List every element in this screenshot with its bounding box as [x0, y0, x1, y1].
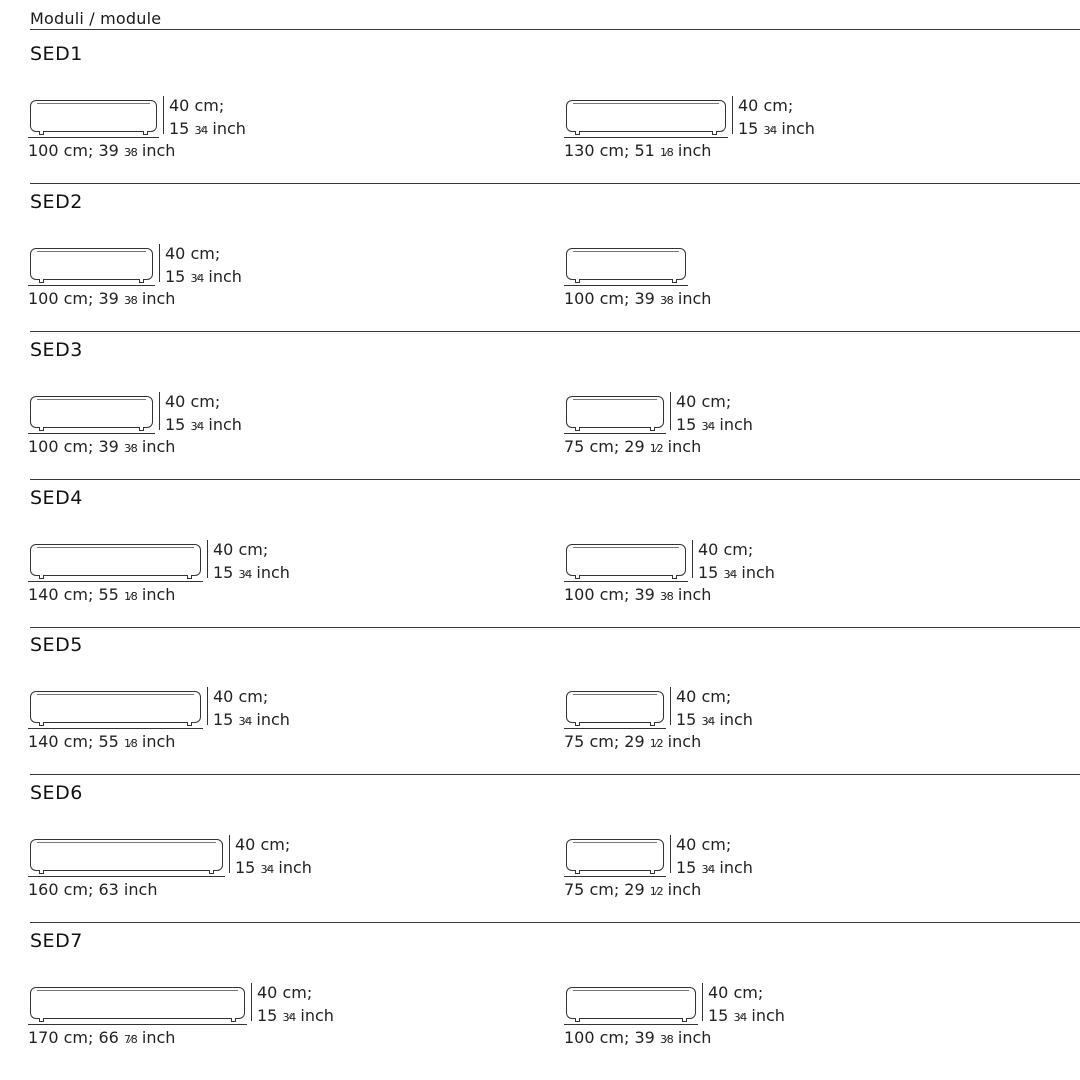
seat-outline [30, 248, 153, 280]
height-dimension-line [702, 983, 703, 1021]
width-unit: inch [136, 437, 176, 456]
width-unit: inch [672, 585, 712, 604]
seat-foot-right [209, 870, 214, 874]
height-unit: inch [295, 1006, 334, 1025]
seat-outline [30, 100, 157, 132]
width-dimension-line [564, 876, 666, 877]
seat-foot-right [143, 131, 148, 135]
width-dimension-line [564, 581, 688, 582]
width-fraction: 1⁄2 [649, 737, 663, 750]
height-dimension-line [159, 392, 160, 430]
height-unit: inch [714, 710, 753, 729]
module-section [0, 772, 1080, 920]
width-fraction: 1⁄2 [649, 885, 663, 898]
width-label [564, 1028, 711, 1047]
seat-foot-left [575, 1018, 580, 1022]
seat-outline [566, 987, 696, 1019]
height-inch [676, 708, 753, 733]
height-unit: inch [203, 415, 242, 434]
seat-foot-left [39, 1018, 44, 1022]
width-fraction: 3⁄8 [659, 590, 673, 603]
width-value: 130 cm; 51 [564, 141, 660, 160]
width-unit: inch [672, 1028, 712, 1047]
height-dimension-line [159, 244, 160, 282]
width-value: 100 cm; 39 [564, 1028, 660, 1047]
seat-outline [566, 839, 664, 871]
seat-foot-left [39, 575, 44, 579]
height-fraction: 3⁄4 [701, 863, 715, 876]
height-label [676, 390, 753, 438]
height-unit: inch [207, 119, 246, 138]
height-unit: inch [273, 858, 312, 877]
height-cm: 40 cm; [738, 96, 794, 115]
width-dimension-line [564, 137, 728, 138]
height-dimension-line [251, 983, 252, 1021]
height-label [676, 833, 753, 881]
height-dimension-line [670, 835, 671, 873]
width-fraction: 3⁄8 [123, 146, 137, 159]
seat-foot-left [39, 131, 44, 135]
height-label [738, 94, 815, 142]
width-dimension-line [28, 728, 203, 729]
seat-outline [30, 396, 153, 428]
seat-foot-left [575, 722, 580, 726]
module-section [0, 477, 1080, 625]
height-unit: inch [714, 415, 753, 434]
height-fraction: 3⁄4 [238, 568, 252, 581]
width-fraction: 3⁄8 [123, 442, 137, 455]
height-label [698, 538, 775, 586]
height-inch [235, 856, 312, 881]
height-dimension-line [670, 392, 671, 430]
width-dimension-line [564, 728, 666, 729]
height-fraction: 3⁄4 [282, 1011, 296, 1024]
width-unit: inch [662, 880, 702, 899]
seat-foot-right [650, 427, 655, 431]
width-fraction: 3⁄8 [123, 294, 137, 307]
width-unit: inch [136, 289, 176, 308]
height-unit: inch [714, 858, 753, 877]
width-fraction: 3⁄8 [659, 294, 673, 307]
seat-foot-right [139, 427, 144, 431]
width-value: 100 cm; 39 [28, 437, 124, 456]
height-inch-value: 15 [676, 858, 702, 877]
module-section [0, 181, 1080, 329]
width-value: 75 cm; 29 [564, 880, 650, 899]
height-cm: 40 cm; [676, 687, 732, 706]
width-fraction: 3⁄8 [659, 1033, 673, 1046]
width-label [28, 732, 175, 751]
seat-foot-left [575, 279, 580, 283]
width-label [28, 141, 175, 160]
height-dimension-line [207, 540, 208, 578]
width-label [28, 289, 175, 308]
height-inch [169, 117, 246, 142]
height-cm: 40 cm; [169, 96, 225, 115]
height-unit: inch [203, 267, 242, 286]
height-unit: inch [251, 710, 290, 729]
width-value: 100 cm; 39 [28, 141, 124, 160]
width-label [564, 880, 701, 899]
seat-foot-right [712, 131, 717, 135]
module-code: SED6 [30, 782, 83, 804]
height-dimension-line [163, 96, 164, 134]
height-inch [738, 117, 815, 142]
width-unit: inch [136, 732, 176, 751]
height-inch-value: 15 [257, 1006, 283, 1025]
height-inch-value: 15 [213, 563, 239, 582]
module-section [0, 624, 1080, 772]
width-label [564, 437, 701, 456]
seat-outline [30, 544, 201, 576]
seat-foot-left [39, 279, 44, 283]
height-dimension-line [732, 96, 733, 134]
height-cm: 40 cm; [676, 392, 732, 411]
width-value: 160 cm; 63 inch [28, 880, 158, 899]
height-inch [708, 1004, 785, 1029]
seat-foot-right [682, 1018, 687, 1022]
height-cm: 40 cm; [213, 540, 269, 559]
width-label [28, 437, 175, 456]
height-inch-value: 15 [676, 710, 702, 729]
seat-foot-right [672, 279, 677, 283]
width-label [564, 289, 711, 308]
height-dimension-line [692, 540, 693, 578]
height-fraction: 3⁄4 [763, 124, 777, 137]
height-fraction: 3⁄4 [194, 124, 208, 137]
width-unit: inch [662, 732, 702, 751]
module-section [0, 33, 1080, 181]
module-code: SED1 [30, 43, 83, 65]
page-header: Moduli / module [30, 9, 162, 28]
width-value: 140 cm; 55 [28, 585, 124, 604]
height-dimension-line [670, 687, 671, 725]
module-code: SED4 [30, 487, 83, 509]
height-inch [213, 708, 290, 733]
seat-foot-right [139, 279, 144, 283]
width-value: 75 cm; 29 [564, 437, 650, 456]
height-label [708, 981, 785, 1029]
height-fraction: 3⁄4 [190, 420, 204, 433]
height-inch-value: 15 [738, 119, 764, 138]
width-value: 100 cm; 39 [28, 289, 124, 308]
height-cm: 40 cm; [708, 983, 764, 1002]
height-label [165, 390, 242, 438]
height-inch-value: 15 [165, 267, 191, 286]
height-inch-value: 15 [235, 858, 261, 877]
seat-outline [566, 100, 726, 132]
height-fraction: 3⁄4 [701, 420, 715, 433]
seat-outline [566, 248, 686, 280]
seat-foot-left [39, 722, 44, 726]
module-section [0, 329, 1080, 477]
width-unit: inch [136, 585, 176, 604]
seat-foot-right [187, 722, 192, 726]
seat-outline [566, 396, 664, 428]
width-value: 75 cm; 29 [564, 732, 650, 751]
height-unit: inch [746, 1006, 785, 1025]
seat-foot-left [575, 575, 580, 579]
height-cm: 40 cm; [676, 835, 732, 854]
height-fraction: 3⁄4 [190, 272, 204, 285]
height-fraction: 3⁄4 [733, 1011, 747, 1024]
height-label [235, 833, 312, 881]
height-label [213, 685, 290, 733]
seat-foot-left [575, 870, 580, 874]
module-code: SED3 [30, 339, 83, 361]
height-cm: 40 cm; [165, 244, 221, 263]
height-label [165, 242, 242, 290]
height-unit: inch [736, 563, 775, 582]
seat-foot-left [575, 131, 580, 135]
width-dimension-line [564, 1024, 698, 1025]
height-inch [165, 413, 242, 438]
height-cm: 40 cm; [257, 983, 313, 1002]
module-code: SED5 [30, 634, 83, 656]
seat-foot-left [575, 427, 580, 431]
height-inch-value: 15 [169, 119, 195, 138]
height-inch [676, 856, 753, 881]
module-code: SED7 [30, 930, 83, 952]
width-label [28, 1028, 175, 1047]
width-label [564, 141, 711, 160]
height-inch [165, 265, 242, 290]
width-fraction: 1⁄8 [123, 737, 137, 750]
seat-foot-right [672, 575, 677, 579]
seat-outline [30, 691, 201, 723]
height-fraction: 3⁄4 [701, 715, 715, 728]
width-label [564, 732, 701, 751]
width-dimension-line [28, 137, 159, 138]
height-inch [698, 561, 775, 586]
width-value: 100 cm; 39 [564, 585, 660, 604]
width-dimension-line [28, 433, 155, 434]
width-fraction: 7⁄8 [123, 1033, 137, 1046]
height-unit: inch [776, 119, 815, 138]
width-label [564, 585, 711, 604]
seat-foot-right [231, 1018, 236, 1022]
seat-outline [30, 839, 223, 871]
width-dimension-line [564, 433, 666, 434]
height-fraction: 3⁄4 [238, 715, 252, 728]
width-value: 140 cm; 55 [28, 732, 124, 751]
width-dimension-line [28, 285, 155, 286]
width-value: 100 cm; 39 [564, 289, 660, 308]
height-inch-value: 15 [213, 710, 239, 729]
height-inch [257, 1004, 334, 1029]
height-unit: inch [251, 563, 290, 582]
width-unit: inch [672, 141, 712, 160]
height-label [213, 538, 290, 586]
width-unit: inch [662, 437, 702, 456]
height-inch-value: 15 [698, 563, 724, 582]
height-inch [676, 413, 753, 438]
seat-foot-right [187, 575, 192, 579]
height-cm: 40 cm; [165, 392, 221, 411]
seat-outline [566, 691, 664, 723]
header-divider [30, 29, 1080, 30]
height-fraction: 3⁄4 [260, 863, 274, 876]
height-inch-value: 15 [708, 1006, 734, 1025]
width-label [28, 585, 175, 604]
seat-foot-left [39, 427, 44, 431]
seat-foot-right [650, 870, 655, 874]
height-label [257, 981, 334, 1029]
width-dimension-line [28, 581, 203, 582]
width-fraction: 1⁄2 [649, 442, 663, 455]
height-dimension-line [207, 687, 208, 725]
height-cm: 40 cm; [213, 687, 269, 706]
width-fraction: 1⁄8 [123, 590, 137, 603]
height-label [676, 685, 753, 733]
height-label [169, 94, 246, 142]
height-cm: 40 cm; [698, 540, 754, 559]
seat-foot-right [650, 722, 655, 726]
height-inch-value: 15 [165, 415, 191, 434]
seat-foot-left [39, 870, 44, 874]
width-unit: inch [136, 1028, 176, 1047]
height-fraction: 3⁄4 [723, 568, 737, 581]
width-dimension-line [28, 876, 225, 877]
module-code: SED2 [30, 191, 83, 213]
module-section [0, 920, 1080, 1068]
width-label [28, 880, 157, 899]
width-unit: inch [136, 141, 176, 160]
height-inch-value: 15 [676, 415, 702, 434]
height-dimension-line [229, 835, 230, 873]
width-unit: inch [672, 289, 712, 308]
width-value: 170 cm; 66 [28, 1028, 124, 1047]
height-cm: 40 cm; [235, 835, 291, 854]
width-dimension-line [564, 285, 688, 286]
height-inch [213, 561, 290, 586]
width-dimension-line [28, 1024, 247, 1025]
seat-outline [30, 987, 245, 1019]
seat-outline [566, 544, 686, 576]
width-fraction: 1⁄8 [659, 146, 673, 159]
